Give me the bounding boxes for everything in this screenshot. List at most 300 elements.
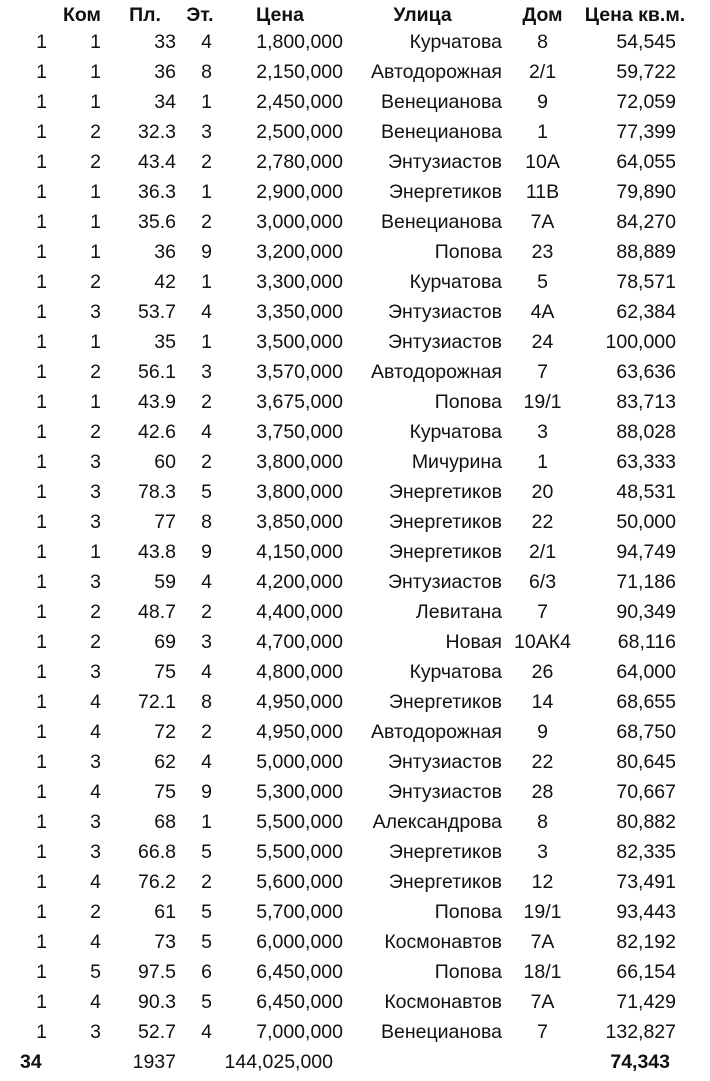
cell-count: 1 bbox=[36, 601, 47, 623]
cell-house: 10АК4 bbox=[514, 631, 571, 653]
cell-street: Курчатова bbox=[409, 31, 502, 53]
cell-house: 4А bbox=[530, 301, 555, 323]
cell-count: 1 bbox=[36, 181, 47, 203]
cell-house: 1 bbox=[537, 451, 548, 473]
cell-rooms: 1 bbox=[90, 241, 101, 263]
cell-floor: 5 bbox=[201, 481, 212, 503]
cell-price: 2,900,000 bbox=[256, 181, 343, 203]
cell-area: 77 bbox=[154, 511, 176, 533]
cell-price: 3,350,000 bbox=[256, 301, 343, 323]
cell-price-per-sqm: 84,270 bbox=[616, 211, 676, 233]
cell-floor: 4 bbox=[201, 1021, 212, 1043]
cell-street: Энергетиков bbox=[388, 841, 502, 863]
cell-rooms: 2 bbox=[90, 601, 101, 623]
cell-area: 60 bbox=[154, 451, 176, 473]
cell-count: 1 bbox=[36, 391, 47, 413]
cell-count: 1 bbox=[36, 631, 47, 653]
cell-area: 42.6 bbox=[138, 421, 176, 443]
cell-floor: 1 bbox=[201, 91, 212, 113]
header-house: Дом bbox=[522, 4, 563, 26]
cell-street: Курчатова bbox=[409, 421, 502, 443]
cell-count: 1 bbox=[36, 301, 47, 323]
cell-street: Курчатова bbox=[409, 271, 502, 293]
cell-count: 1 bbox=[36, 451, 47, 473]
cell-area: 68 bbox=[154, 811, 176, 833]
table-row bbox=[0, 447, 710, 477]
cell-area: 90.3 bbox=[138, 991, 176, 1013]
cell-count: 1 bbox=[36, 841, 47, 863]
table-row bbox=[0, 867, 710, 897]
cell-count: 1 bbox=[36, 271, 47, 293]
cell-rooms: 4 bbox=[90, 721, 101, 743]
cell-rooms: 1 bbox=[90, 211, 101, 233]
cell-area: 59 bbox=[154, 571, 176, 593]
cell-house: 24 bbox=[531, 331, 554, 353]
cell-count: 1 bbox=[36, 61, 47, 83]
cell-price: 4,150,000 bbox=[256, 541, 343, 563]
cell-street: Энтузиастов bbox=[387, 751, 502, 773]
cell-floor: 5 bbox=[201, 841, 212, 863]
cell-price: 2,500,000 bbox=[256, 121, 343, 143]
cell-price-per-sqm: 71,186 bbox=[616, 571, 676, 593]
cell-rooms: 3 bbox=[90, 661, 101, 683]
cell-street: Венецианова bbox=[381, 91, 502, 113]
cell-price: 3,800,000 bbox=[256, 481, 343, 503]
cell-house: 7А bbox=[530, 211, 555, 233]
cell-street: Космонавтов bbox=[384, 991, 502, 1013]
table-row bbox=[0, 957, 710, 987]
cell-price: 3,850,000 bbox=[256, 511, 343, 533]
cell-area: 72 bbox=[154, 721, 176, 743]
total-area: 1937 bbox=[132, 1051, 176, 1073]
cell-house: 6/3 bbox=[528, 571, 557, 593]
cell-floor: 4 bbox=[201, 661, 212, 683]
cell-rooms: 4 bbox=[90, 781, 101, 803]
cell-count: 1 bbox=[36, 331, 47, 353]
cell-price: 3,750,000 bbox=[256, 421, 343, 443]
table-row bbox=[0, 597, 710, 627]
table-row bbox=[0, 57, 710, 87]
table-row bbox=[0, 687, 710, 717]
cell-area: 33 bbox=[154, 31, 176, 53]
cell-rooms: 4 bbox=[90, 931, 101, 953]
cell-price: 5,500,000 bbox=[256, 841, 343, 863]
cell-area: 61 bbox=[154, 901, 176, 923]
table-row bbox=[0, 27, 710, 57]
cell-house: 7 bbox=[537, 1021, 548, 1043]
cell-count: 1 bbox=[36, 481, 47, 503]
cell-price-per-sqm: 77,399 bbox=[616, 121, 676, 143]
total-price: 144,025,000 bbox=[224, 1051, 333, 1073]
cell-house: 26 bbox=[531, 661, 554, 683]
cell-price: 4,950,000 bbox=[256, 721, 343, 743]
cell-street: Энергетиков bbox=[388, 511, 502, 533]
cell-count: 1 bbox=[36, 151, 47, 173]
cell-rooms: 3 bbox=[90, 751, 101, 773]
cell-price: 1,800,000 bbox=[256, 31, 343, 53]
cell-price: 3,800,000 bbox=[256, 451, 343, 473]
cell-floor: 4 bbox=[201, 31, 212, 53]
cell-area: 36 bbox=[154, 241, 176, 263]
cell-street: Новая bbox=[445, 631, 502, 653]
cell-street: Попова bbox=[434, 961, 502, 983]
cell-floor: 5 bbox=[201, 931, 212, 953]
cell-price-per-sqm: 132,827 bbox=[605, 1021, 676, 1043]
cell-count: 1 bbox=[36, 361, 47, 383]
cell-floor: 1 bbox=[201, 271, 212, 293]
cell-price-per-sqm: 68,655 bbox=[616, 691, 676, 713]
cell-street: Энтузиастов bbox=[387, 301, 502, 323]
table-row bbox=[0, 147, 710, 177]
cell-count: 1 bbox=[36, 541, 47, 563]
cell-rooms: 1 bbox=[90, 61, 101, 83]
cell-area: 34 bbox=[154, 91, 176, 113]
cell-count: 1 bbox=[36, 511, 47, 533]
cell-rooms: 1 bbox=[90, 331, 101, 353]
cell-price-per-sqm: 80,882 bbox=[616, 811, 676, 833]
cell-price-per-sqm: 100,000 bbox=[605, 331, 676, 353]
cell-price-per-sqm: 71,429 bbox=[616, 991, 676, 1013]
cell-area: 97.5 bbox=[138, 961, 176, 983]
cell-price-per-sqm: 93,443 bbox=[616, 901, 676, 923]
table-row bbox=[0, 327, 710, 357]
cell-street: Энергетиков bbox=[388, 181, 502, 203]
cell-price-per-sqm: 50,000 bbox=[616, 511, 676, 533]
table-row bbox=[0, 207, 710, 237]
cell-price-per-sqm: 54,545 bbox=[616, 31, 676, 53]
cell-price-per-sqm: 94,749 bbox=[616, 541, 676, 563]
cell-street: Попова bbox=[434, 901, 502, 923]
header-floor: Эт. bbox=[186, 4, 214, 26]
cell-street: Энтузиастов bbox=[387, 151, 502, 173]
cell-count: 1 bbox=[36, 241, 47, 263]
cell-floor: 1 bbox=[201, 181, 212, 203]
cell-price-per-sqm: 79,890 bbox=[616, 181, 676, 203]
cell-area: 35 bbox=[154, 331, 176, 353]
cell-rooms: 3 bbox=[90, 451, 101, 473]
cell-street: Энтузиастов bbox=[387, 331, 502, 353]
cell-price-per-sqm: 83,713 bbox=[616, 391, 676, 413]
total-price-per-sqm: 74,343 bbox=[610, 1051, 670, 1073]
cell-rooms: 4 bbox=[90, 991, 101, 1013]
cell-price: 7,000,000 bbox=[256, 1021, 343, 1043]
cell-price-per-sqm: 48,531 bbox=[616, 481, 676, 503]
cell-street: Космонавтов bbox=[384, 931, 502, 953]
cell-rooms: 3 bbox=[90, 811, 101, 833]
cell-price: 5,500,000 bbox=[256, 811, 343, 833]
cell-floor: 4 bbox=[201, 571, 212, 593]
cell-price-per-sqm: 63,636 bbox=[616, 361, 676, 383]
cell-street: Энергетиков bbox=[388, 691, 502, 713]
cell-street: Энергетиков bbox=[388, 481, 502, 503]
cell-house: 1 bbox=[537, 121, 548, 143]
table-row bbox=[0, 177, 710, 207]
cell-price-per-sqm: 78,571 bbox=[616, 271, 676, 293]
cell-price-per-sqm: 88,889 bbox=[616, 241, 676, 263]
cell-rooms: 2 bbox=[90, 121, 101, 143]
total-count: 34 bbox=[20, 1051, 42, 1073]
cell-house: 12 bbox=[531, 871, 554, 893]
cell-house: 19/1 bbox=[523, 901, 562, 923]
table-row bbox=[0, 537, 710, 567]
cell-count: 1 bbox=[36, 1021, 47, 1043]
table-row bbox=[0, 387, 710, 417]
cell-house: 19/1 bbox=[523, 391, 562, 413]
cell-street: Александрова bbox=[372, 811, 502, 833]
cell-price: 6,450,000 bbox=[256, 991, 343, 1013]
cell-house: 3 bbox=[537, 841, 548, 863]
table-row bbox=[0, 267, 710, 297]
cell-street: Левитана bbox=[415, 601, 502, 623]
cell-price: 5,600,000 bbox=[256, 871, 343, 893]
cell-rooms: 3 bbox=[90, 841, 101, 863]
cell-rooms: 1 bbox=[90, 391, 101, 413]
cell-area: 75 bbox=[154, 781, 176, 803]
table-row bbox=[0, 117, 710, 147]
cell-floor: 9 bbox=[201, 781, 212, 803]
table-row bbox=[0, 297, 710, 327]
cell-area: 56.1 bbox=[138, 361, 176, 383]
cell-price-per-sqm: 88,028 bbox=[616, 421, 676, 443]
cell-price: 5,700,000 bbox=[256, 901, 343, 923]
cell-count: 1 bbox=[36, 751, 47, 773]
cell-street: Венецианова bbox=[381, 211, 502, 233]
cell-rooms: 3 bbox=[90, 1021, 101, 1043]
cell-area: 52.7 bbox=[138, 1021, 176, 1043]
cell-house: 23 bbox=[531, 241, 554, 263]
cell-price-per-sqm: 62,384 bbox=[616, 301, 676, 323]
cell-floor: 2 bbox=[201, 721, 212, 743]
cell-count: 1 bbox=[36, 901, 47, 923]
cell-count: 1 bbox=[36, 721, 47, 743]
cell-count: 1 bbox=[36, 661, 47, 683]
cell-price: 3,300,000 bbox=[256, 271, 343, 293]
cell-house: 22 bbox=[531, 511, 554, 533]
cell-price-per-sqm: 64,055 bbox=[616, 151, 676, 173]
cell-rooms: 2 bbox=[90, 151, 101, 173]
cell-price-per-sqm: 82,335 bbox=[616, 841, 676, 863]
cell-price-per-sqm: 66,154 bbox=[616, 961, 676, 983]
cell-street: Венецианова bbox=[381, 1021, 502, 1043]
cell-floor: 3 bbox=[201, 361, 212, 383]
cell-rooms: 3 bbox=[90, 571, 101, 593]
cell-rooms: 1 bbox=[90, 91, 101, 113]
cell-rooms: 1 bbox=[90, 181, 101, 203]
cell-price: 2,450,000 bbox=[256, 91, 343, 113]
cell-price-per-sqm: 70,667 bbox=[616, 781, 676, 803]
cell-house: 3 bbox=[537, 421, 548, 443]
cell-rooms: 2 bbox=[90, 631, 101, 653]
cell-price: 5,300,000 bbox=[256, 781, 343, 803]
cell-floor: 9 bbox=[201, 541, 212, 563]
cell-price: 3,675,000 bbox=[256, 391, 343, 413]
cell-area: 73 bbox=[154, 931, 176, 953]
cell-price: 5,000,000 bbox=[256, 751, 343, 773]
cell-street: Венецианова bbox=[381, 121, 502, 143]
cell-street: Энтузиастов bbox=[387, 781, 502, 803]
cell-area: 72.1 bbox=[138, 691, 176, 713]
cell-street: Мичурина bbox=[411, 451, 502, 473]
header-street: Улица bbox=[393, 4, 452, 26]
cell-price: 3,500,000 bbox=[256, 331, 343, 353]
cell-floor: 2 bbox=[201, 451, 212, 473]
cell-floor: 6 bbox=[201, 961, 212, 983]
cell-area: 48.7 bbox=[138, 601, 176, 623]
cell-area: 43.8 bbox=[138, 541, 176, 563]
cell-count: 1 bbox=[36, 811, 47, 833]
cell-count: 1 bbox=[36, 211, 47, 233]
cell-price-per-sqm: 68,750 bbox=[616, 721, 676, 743]
cell-count: 1 bbox=[36, 421, 47, 443]
table-row bbox=[0, 507, 710, 537]
cell-house: 9 bbox=[537, 721, 548, 743]
cell-house: 14 bbox=[531, 691, 554, 713]
cell-area: 62 bbox=[154, 751, 176, 773]
cell-price-per-sqm: 82,192 bbox=[616, 931, 676, 953]
cell-count: 1 bbox=[36, 781, 47, 803]
cell-rooms: 4 bbox=[90, 691, 101, 713]
cell-floor: 4 bbox=[201, 421, 212, 443]
header-price: Цена bbox=[256, 4, 304, 26]
table-row bbox=[0, 837, 710, 867]
cell-price: 3,200,000 bbox=[256, 241, 343, 263]
table-row bbox=[0, 1017, 710, 1047]
cell-area: 32.3 bbox=[138, 121, 176, 143]
cell-floor: 3 bbox=[201, 121, 212, 143]
cell-house: 9 bbox=[537, 91, 548, 113]
cell-house: 2/1 bbox=[528, 61, 557, 83]
cell-house: 2/1 bbox=[528, 541, 557, 563]
table-row bbox=[0, 717, 710, 747]
cell-price-per-sqm: 59,722 bbox=[616, 61, 676, 83]
cell-area: 36 bbox=[154, 61, 176, 83]
cell-street: Автодорожная bbox=[371, 361, 502, 383]
header-row bbox=[0, 0, 710, 30]
cell-price: 4,950,000 bbox=[256, 691, 343, 713]
cell-count: 1 bbox=[36, 931, 47, 953]
cell-floor: 9 bbox=[201, 241, 212, 263]
cell-price: 4,800,000 bbox=[256, 661, 343, 683]
cell-floor: 5 bbox=[201, 991, 212, 1013]
cell-floor: 8 bbox=[201, 691, 212, 713]
cell-floor: 1 bbox=[201, 811, 212, 833]
cell-house: 5 bbox=[537, 271, 548, 293]
table-row bbox=[0, 897, 710, 927]
cell-floor: 2 bbox=[201, 211, 212, 233]
cell-floor: 4 bbox=[201, 301, 212, 323]
table-row bbox=[0, 417, 710, 447]
cell-area: 35.6 bbox=[138, 211, 176, 233]
cell-price-per-sqm: 90,349 bbox=[616, 601, 676, 623]
cell-floor: 2 bbox=[201, 391, 212, 413]
cell-house: 7 bbox=[537, 601, 548, 623]
cell-street: Энергетиков bbox=[388, 541, 502, 563]
cell-area: 78.3 bbox=[138, 481, 176, 503]
cell-price: 4,700,000 bbox=[256, 631, 343, 653]
table-row bbox=[0, 987, 710, 1017]
cell-count: 1 bbox=[36, 691, 47, 713]
cell-floor: 2 bbox=[201, 151, 212, 173]
table-row bbox=[0, 357, 710, 387]
cell-rooms: 2 bbox=[90, 901, 101, 923]
cell-house: 8 bbox=[537, 811, 548, 833]
cell-price-per-sqm: 64,000 bbox=[616, 661, 676, 683]
cell-street: Курчатова bbox=[409, 661, 502, 683]
cell-rooms: 3 bbox=[90, 301, 101, 323]
cell-rooms: 4 bbox=[90, 871, 101, 893]
cell-count: 1 bbox=[36, 91, 47, 113]
cell-house: 18/1 bbox=[523, 961, 562, 983]
cell-house: 8 bbox=[537, 31, 548, 53]
cell-street: Попова bbox=[434, 241, 502, 263]
cell-price-per-sqm: 73,491 bbox=[616, 871, 676, 893]
cell-rooms: 2 bbox=[90, 271, 101, 293]
table-row bbox=[0, 237, 710, 267]
table-row bbox=[0, 627, 710, 657]
cell-street: Энтузиастов bbox=[387, 571, 502, 593]
cell-price: 6,450,000 bbox=[256, 961, 343, 983]
cell-price: 3,570,000 bbox=[256, 361, 343, 383]
table-row bbox=[0, 477, 710, 507]
cell-area: 76.2 bbox=[138, 871, 176, 893]
cell-price: 2,150,000 bbox=[256, 61, 343, 83]
table-row bbox=[0, 807, 710, 837]
cell-house: 7 bbox=[537, 361, 548, 383]
cell-price: 2,780,000 bbox=[256, 151, 343, 173]
cell-house: 7А bbox=[530, 931, 555, 953]
cell-price: 6,000,000 bbox=[256, 931, 343, 953]
cell-price: 4,400,000 bbox=[256, 601, 343, 623]
cell-area: 42 bbox=[154, 271, 176, 293]
table-row bbox=[0, 87, 710, 117]
totals-row bbox=[0, 1047, 710, 1077]
cell-rooms: 1 bbox=[90, 541, 101, 563]
cell-price: 3,000,000 bbox=[256, 211, 343, 233]
cell-rooms: 5 bbox=[90, 961, 101, 983]
cell-count: 1 bbox=[36, 31, 47, 53]
cell-house: 10А bbox=[525, 151, 560, 173]
cell-floor: 2 bbox=[201, 601, 212, 623]
header-price-per-sqm: Цена кв.м. bbox=[584, 4, 686, 26]
cell-street: Попова bbox=[434, 391, 502, 413]
cell-floor: 5 bbox=[201, 901, 212, 923]
table-row bbox=[0, 747, 710, 777]
cell-floor: 8 bbox=[201, 511, 212, 533]
cell-area: 69 bbox=[154, 631, 176, 653]
cell-rooms: 2 bbox=[90, 421, 101, 443]
header-rooms: Ком bbox=[63, 4, 101, 26]
cell-floor: 8 bbox=[201, 61, 212, 83]
cell-area: 66.8 bbox=[138, 841, 176, 863]
cell-price-per-sqm: 68,116 bbox=[617, 631, 676, 653]
table-row bbox=[0, 927, 710, 957]
cell-rooms: 1 bbox=[90, 31, 101, 53]
cell-area: 36.3 bbox=[138, 181, 176, 203]
cell-house: 28 bbox=[531, 781, 554, 803]
cell-street: Энергетиков bbox=[388, 871, 502, 893]
cell-rooms: 3 bbox=[90, 511, 101, 533]
cell-count: 1 bbox=[36, 121, 47, 143]
cell-price: 4,200,000 bbox=[256, 571, 343, 593]
cell-area: 43.4 bbox=[138, 151, 176, 173]
cell-price-per-sqm: 72,059 bbox=[616, 91, 676, 113]
cell-street: Автодорожная bbox=[371, 721, 502, 743]
cell-house: 20 bbox=[531, 481, 554, 503]
cell-floor: 2 bbox=[201, 871, 212, 893]
cell-floor: 4 bbox=[201, 751, 212, 773]
table-row bbox=[0, 777, 710, 807]
cell-price-per-sqm: 63,333 bbox=[616, 451, 676, 473]
